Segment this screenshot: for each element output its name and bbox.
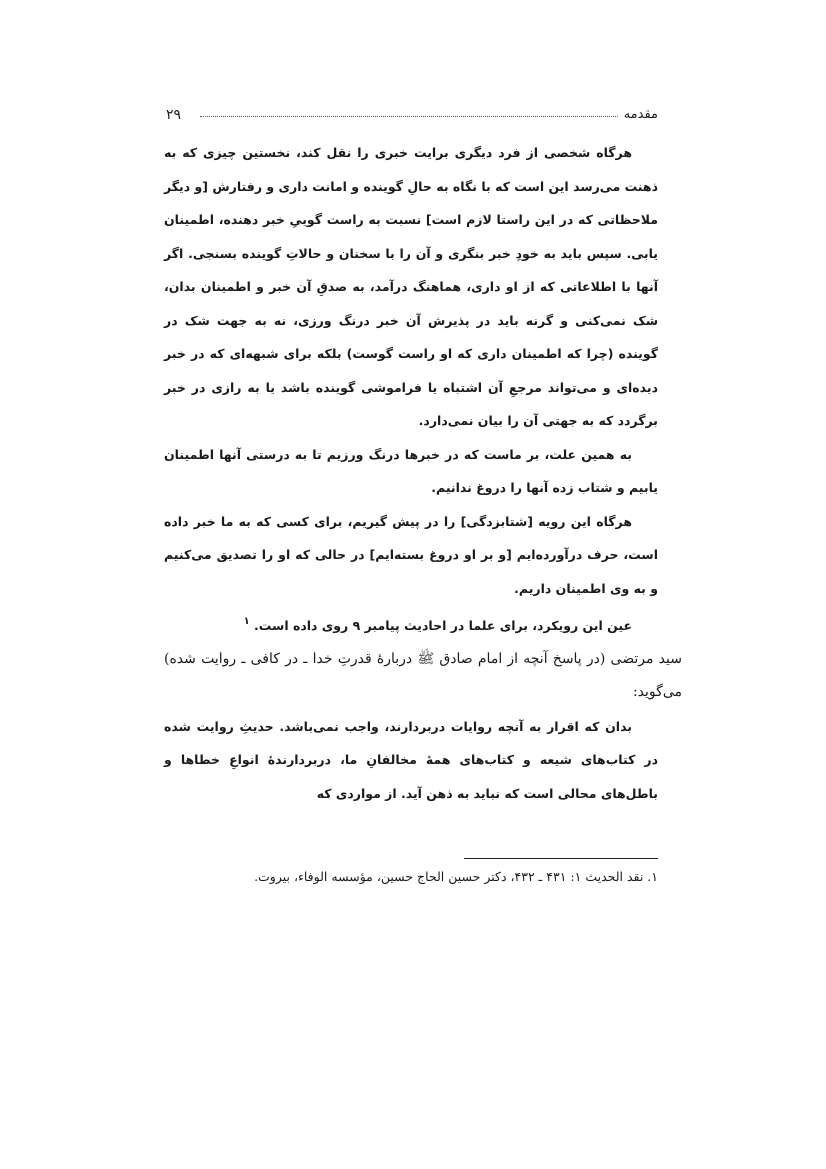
quote-paragraph: بدان که اقرار به آنچه روایات دربردارند، واجب نمی‌باشد. حدیثِ روایت شده در کتاب‌های شیعه و کتاب‌های همهٔ مخالفانِ ما، دربردارندهٔ انواعِ خطاها و باطل‌های محالی است که نباید به ذهن آید. از مواردی که	[164, 718, 658, 801]
leader-dots	[200, 116, 618, 117]
page-number: ۲۹	[166, 107, 182, 123]
body-text	[164, 136, 682, 810]
paragraph-1: هرگاه شخصی از فرد دیگری برایت خبری را نقل کند، نخستین چیزی که به ذهنت می‌رسد این است که با نگاه به حالِ گوینده و امانت داری و رفتارش [و دیگر ملاحظاتی که در این راستا لازم است] نسبت به راست گوییِ خبر دهنده، اطمینان یابی. سپس باید به خودِ خبر بنگری و آن را با سخنان و حالاتِ گوینده بسنجی. اگر آنها با اطلاعاتی که از او داری، هماهنگ درآمد، به صدقِ آن خبر و اطمینان بدان، شک نمی‌کنی و گرنه باید در پذیرش آن خبر درنگ ورزی، نه به جهت شک در گوینده (چرا که اطمینان داری که او راست گوست) بلکه برای شبهه‌ای که در خبر دیده‌ای و می‌تواند مرجعِ آن اشتباه یا فراموشی گوینده باشد یا به رازی در خبر برگردد که به جهتی آن را بیان نمی‌دارد.	[164, 145, 658, 428]
footnote-divider	[464, 858, 658, 859]
footnote-marker: ۱	[243, 616, 250, 627]
footnote: ۱. نقد الحدیث ۱: ۴۳۱ ـ ۴۳۲، دکتر حسین الحاج حسین، مؤسسه الوفاء، بیروت.	[254, 869, 658, 884]
quote-intro: سید مرتضی (در پاسخ آنچه از امام صادق ﷺ دربارهٔ قدرتِ خدا ـ در کافی ـ روایت شده) می‌گوید:	[164, 650, 682, 700]
paragraph-4-text: عین این رویکرد، برای علما در احادیث پیامبر ۹ روی داده است.	[254, 618, 632, 633]
paragraph-3: هرگاه این رویه [شتابزدگی] را در پیش گیریم، برای کسی که به ما خبر داده است، حرف درآورده‌ایم [و بر او دروغ بسته‌ایم] در حالی که او را تصدیق می‌کنیم و به وی اطمینان داریم.	[164, 513, 658, 596]
paragraph-2: به همین علت، بر ماست که در خبرها درنگ ورزیم تا به درستی آنها اطمینان یابیم و شتاب زده آنها را دروغ ندانیم.	[164, 446, 658, 495]
section-title: مقدمه	[623, 107, 658, 122]
paragraph-4	[164, 605, 658, 643]
running-header	[166, 104, 658, 126]
